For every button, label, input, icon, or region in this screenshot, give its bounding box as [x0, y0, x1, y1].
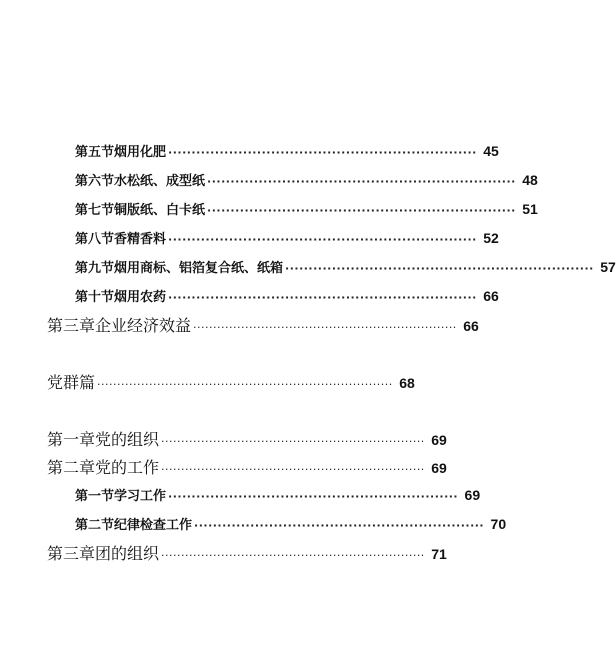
entry-page: 69: [464, 487, 481, 503]
toc-entry: [75, 286, 499, 305]
toc-entry: [75, 141, 499, 160]
entry-number: 第六节: [75, 174, 115, 189]
dot-leader: ··································································: [161, 549, 425, 562]
entry-number: 第一节: [75, 489, 115, 504]
entry-number: 第一章: [47, 430, 96, 449]
entry-title: 水松纸、成型纸: [114, 174, 206, 189]
entry-page: 66: [483, 288, 499, 304]
toc-entry: [75, 228, 499, 247]
toc-entry: [47, 370, 415, 393]
entry-title: 香精香料: [114, 232, 167, 247]
entry-number: 第八节: [75, 232, 115, 247]
dot-leader: ··································································: [168, 233, 477, 246]
dot-leader: ······························································: [194, 519, 485, 532]
toc-entry: [47, 313, 479, 336]
entry-page: 45: [483, 143, 499, 159]
entry-page: 69: [431, 432, 447, 448]
entry-title: 烟用商标、铝箔复合纸、纸箱: [114, 261, 284, 276]
entry-page: 66: [463, 318, 479, 334]
toc-entry: [47, 541, 447, 564]
toc-entry: [75, 170, 538, 189]
entry-number: 第三章: [47, 316, 96, 335]
dot-leader: ··································································: [207, 175, 516, 188]
dot-leader: ··································································: [161, 463, 425, 476]
dot-leader: ··································································: [168, 146, 477, 159]
toc-entry: [75, 514, 507, 533]
toc-entry: [47, 455, 447, 478]
entry-number: 第三章: [47, 544, 96, 563]
toc-entry: [75, 257, 616, 276]
dot-leader: ··································································: [193, 321, 457, 334]
entry-number: 第二节: [75, 518, 115, 533]
entry-title: 党的组织: [95, 430, 160, 449]
dot-leader: ··································································: [161, 435, 425, 448]
entry-number: 第九节: [75, 261, 115, 276]
entry-number: 第五节: [75, 145, 115, 160]
entry-page: 57: [600, 259, 616, 275]
entry-title: 学习工作: [114, 489, 167, 504]
entry-title: 烟用化肥: [114, 145, 167, 160]
toc-entry: [75, 485, 481, 504]
entry-page: 69: [431, 460, 447, 476]
entry-title: 烟用农药: [114, 290, 167, 305]
dot-leader: ······························································: [168, 490, 459, 503]
entry-page: 48: [522, 172, 538, 188]
entry-page: 71: [431, 546, 447, 562]
toc-entry: [75, 199, 538, 218]
entry-number: 第七节: [75, 203, 115, 218]
dot-leader: ··································································: [168, 291, 477, 304]
toc-entry: [47, 427, 447, 450]
entry-number: 第二章: [47, 458, 96, 477]
entry-title: 纪律检查工作: [114, 518, 193, 533]
dot-leader: ··········································································: [97, 378, 393, 391]
entry-page: 52: [483, 230, 499, 246]
entry-page: 70: [490, 516, 507, 532]
entry-page: 51: [522, 201, 538, 217]
entry-title: 党群篇: [47, 373, 96, 392]
entry-page: 68: [399, 375, 415, 391]
entry-title: 党的工作: [95, 458, 160, 477]
entry-title: 企业经济效益: [95, 316, 192, 335]
dot-leader: ··································································: [285, 262, 594, 275]
entry-title: 团的组织: [95, 544, 160, 563]
entry-number: 第十节: [75, 290, 115, 305]
dot-leader: ··································································: [207, 204, 516, 217]
entry-title: 铜版纸、白卡纸: [114, 203, 206, 218]
